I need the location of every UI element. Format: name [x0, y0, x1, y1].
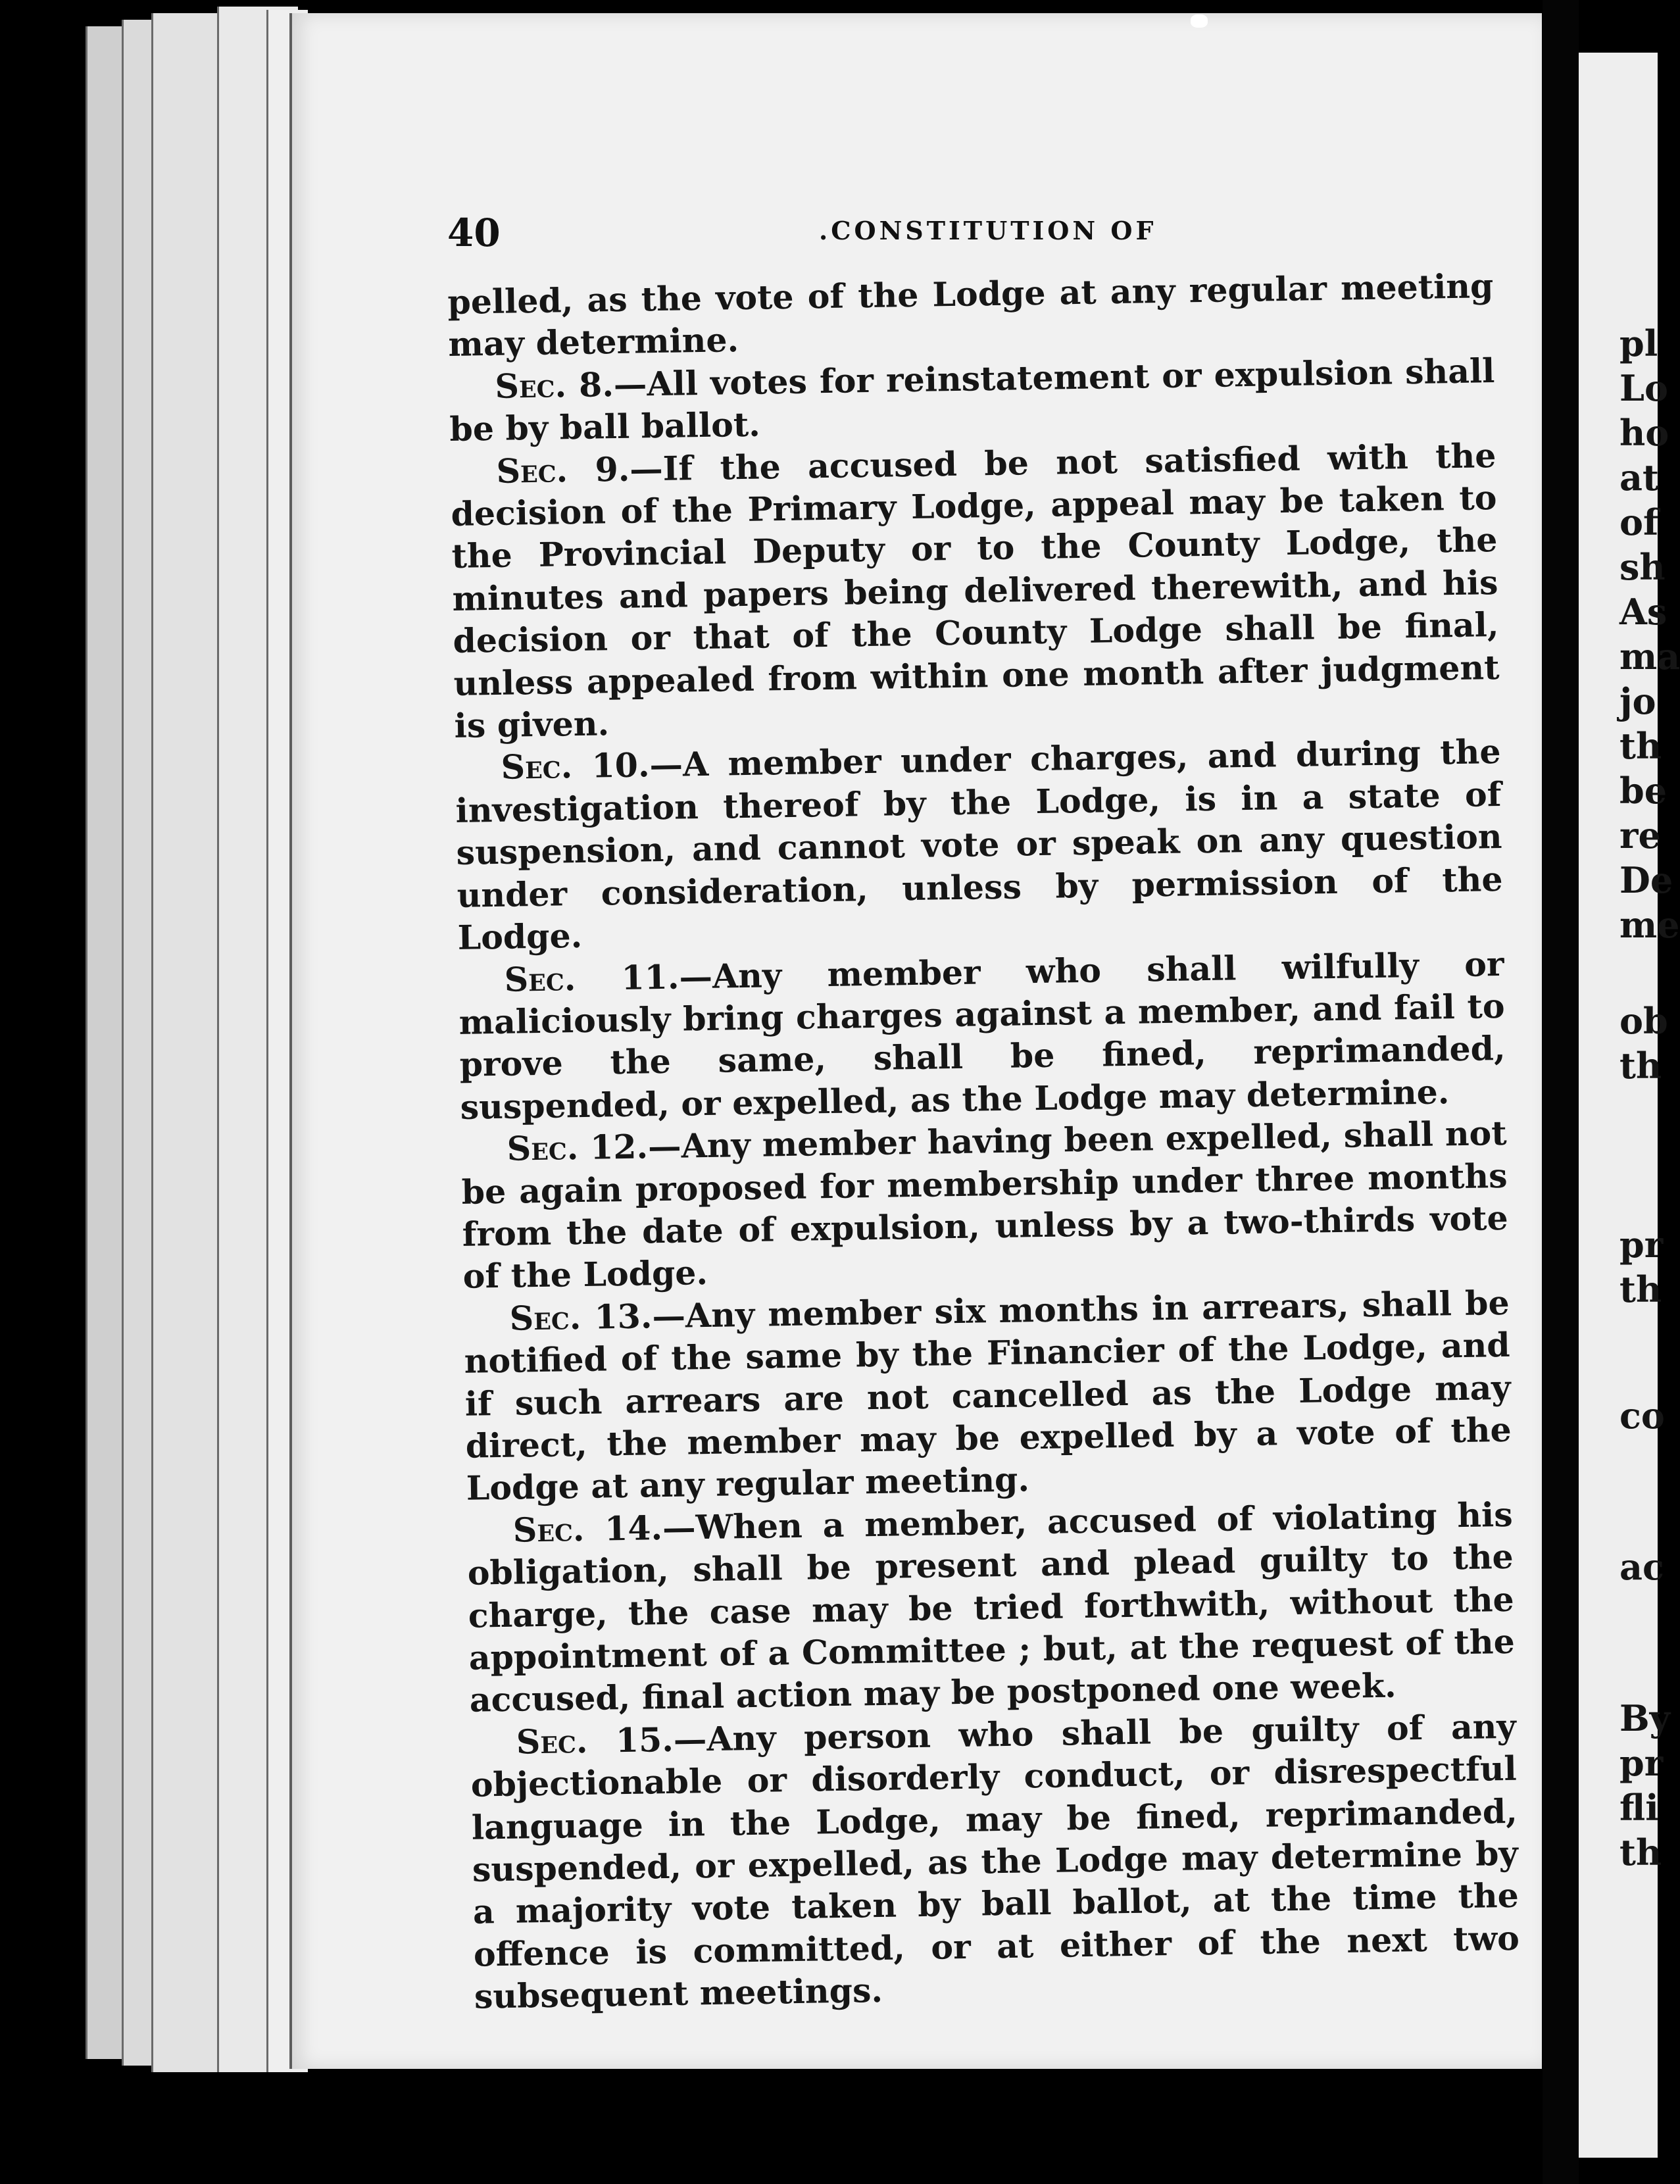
section-label: Sec. 15. — [516, 1720, 674, 1762]
facing-page-fragment: th — [1619, 725, 1662, 767]
page-number: 40 — [447, 211, 501, 255]
section-paragraph — [450, 435, 1500, 748]
section-text: —Any member who shall wilfully or maliciously bring charges against a member, and fail to prove the same, shall be fined, reprimanded, suspended, or expelled, as the Lodge may determine. — [458, 944, 1506, 1127]
facing-page-fragment: pr — [1619, 1742, 1664, 1784]
section-label: Sec. 13. — [509, 1297, 653, 1338]
facing-page-fragment: ac — [1619, 1546, 1664, 1588]
book-gutter — [1543, 0, 1579, 2184]
facing-page-fragment: pl — [1619, 322, 1658, 364]
facing-page-fragment: be — [1619, 770, 1668, 812]
facing-page-fragment: th — [1619, 1045, 1662, 1087]
facing-page-fragment: Lo — [1619, 367, 1668, 409]
running-title: .CONSTITUTION OF — [819, 216, 1157, 245]
section-paragraph — [449, 350, 1496, 451]
facing-page-fragment: jo — [1619, 680, 1656, 722]
section-label: Sec. 12. — [506, 1127, 649, 1168]
facing-page-fragment: sh — [1619, 546, 1666, 588]
continued-paragraph: pelled, as the vote of the Lodge at any regular meeting may determine. — [447, 266, 1494, 364]
facing-page-fragment: me — [1619, 904, 1680, 946]
section-text: —Any member six months in arrears, shall be notified of the same by the Financier of the Lodge, and if such arrears are not cancelled as the Lodge may direct, the member may be expelled by a vote of the Lodge at any regular meeting. — [464, 1283, 1512, 1508]
section-label: Sec. 14. — [512, 1508, 663, 1550]
section-paragraph — [458, 943, 1506, 1129]
facing-page-fragment: As — [1619, 591, 1668, 633]
facing-page-fragment: th — [1619, 1268, 1662, 1310]
section-paragraph — [466, 1494, 1516, 1722]
section-label: Sec. 11. — [504, 957, 679, 999]
section-paragraph — [455, 731, 1504, 959]
section-label: Sec. 8. — [495, 364, 614, 406]
section-label: Sec. 9. — [496, 449, 630, 491]
facing-page-fragment: pr — [1619, 1224, 1664, 1266]
section-paragraph — [463, 1282, 1512, 1510]
facing-page-fragment: co — [1619, 1395, 1665, 1437]
facing-page-fragment: By — [1619, 1697, 1671, 1739]
facing-page — [1579, 53, 1680, 2158]
section-text: —If the accused be not satisfied with the decision of the Primary Lodge, appeal may be taken to the Provincial Deputy or to the County Lodge, the minutes and papers being delivered therewith, and his decision or that of the County Lodge shall be final, unless appealed from within one month after judgment is given. — [451, 435, 1500, 745]
facing-page-fragment: at — [1619, 457, 1659, 499]
page-header — [441, 211, 1526, 257]
section-paragraph — [470, 1706, 1520, 2019]
facing-page-fragment: of — [1619, 501, 1659, 543]
section-text: —Any person who shall be guilty of any objectionable or disorderly conduct, or disrespectful language in the Lodge, may be fined, reprimanded, suspended, or expelled, as the Lodge may determine by a majority vote taken by ball ballot, at the time the offence is committed, or at either of the next two subsequent meetings. — [470, 1706, 1520, 2016]
facing-page-fragment: th — [1619, 1831, 1662, 1874]
facing-page-fragment: re — [1619, 814, 1661, 856]
section-text: —Any member having been expelled, shall not be again proposed for membership under three months from the date of expulsion, unless by a two-thirds vote of the Lodge. — [461, 1113, 1509, 1297]
section-text: —All votes for reinstatement or expulsion shall be by ball ballot. — [449, 351, 1495, 449]
facing-page-fragment: ob — [1619, 1000, 1668, 1042]
scan-speck — [1191, 14, 1208, 28]
facing-page-fragment: De — [1619, 859, 1673, 901]
facing-page-fragment: fli — [1619, 1787, 1659, 1829]
section-text: —A member under charges, and during the investigation thereof by the Lodge, is in a state of suspension, and cannot vote or speak on any question under consideration, unless by permission of the Lodge. — [455, 732, 1503, 957]
page-body-text — [447, 265, 1520, 2018]
facing-page-fragment: ma — [1619, 635, 1680, 678]
facing-page-fragment: ho — [1619, 412, 1669, 454]
section-paragraph — [460, 1112, 1509, 1299]
section-text: —When a member, accused of violating his obligation, shall be present and plead guilty to the charge, the case may be tried forthwith, without the appointment of a Committee ; but, at the request of the accused, final action may be postponed one week. — [467, 1495, 1516, 1720]
section-label: Sec. 10. — [501, 745, 650, 787]
